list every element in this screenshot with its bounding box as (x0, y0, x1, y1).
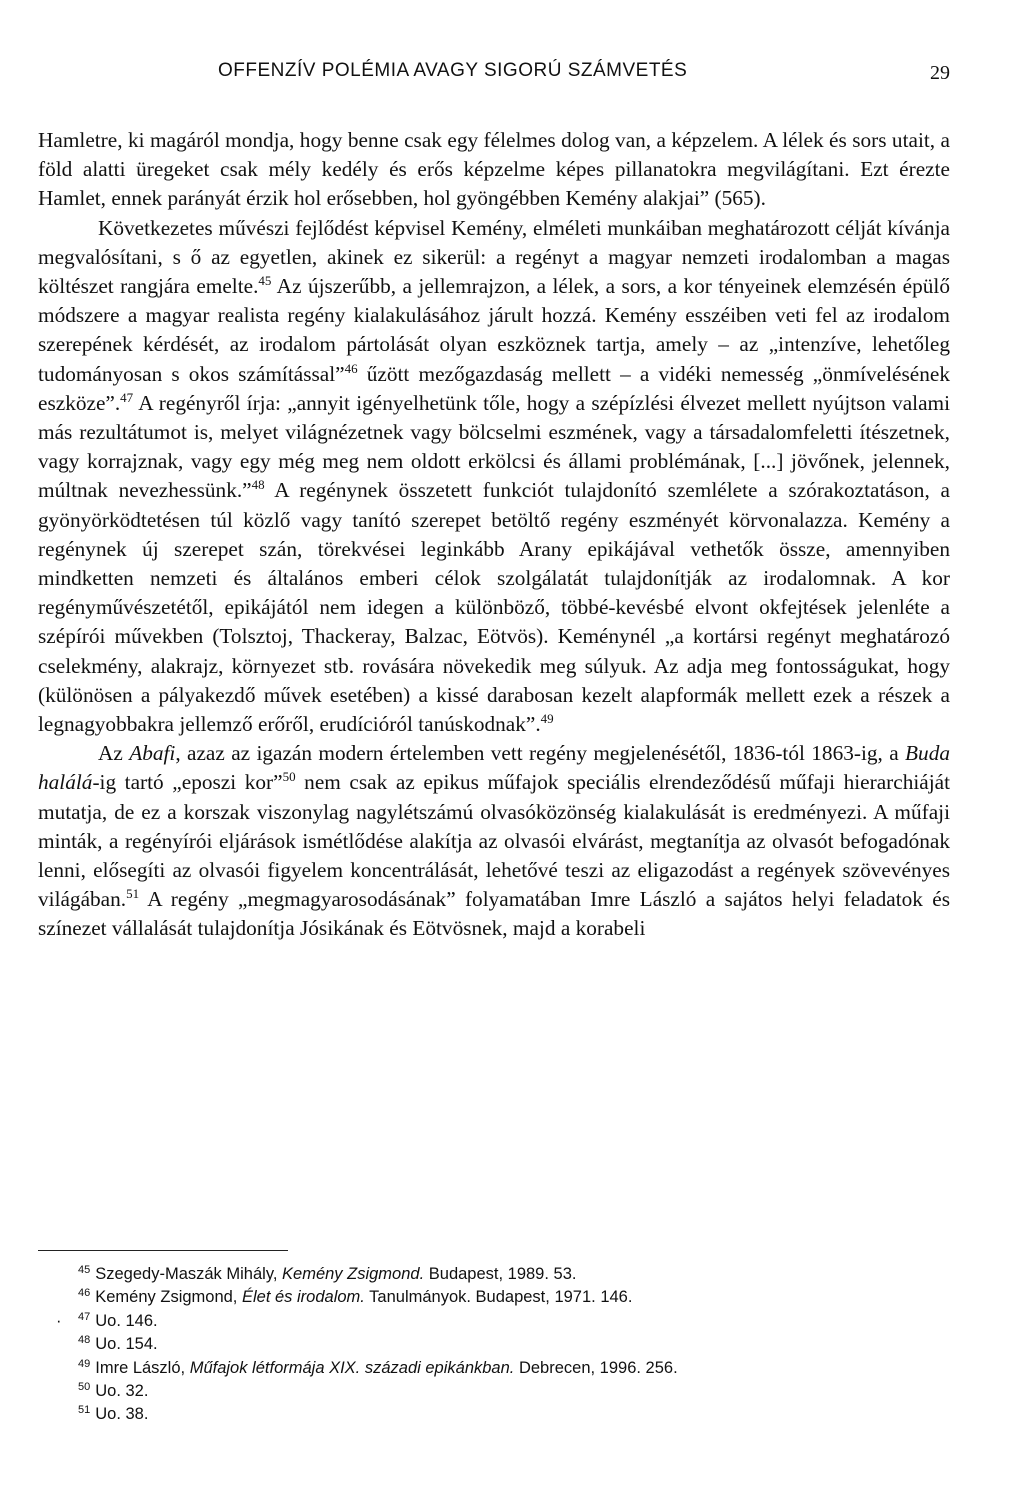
footnote-text: Imre László, (95, 1358, 190, 1377)
paragraph-1-text: Hamletre, ki magáról mondja, hogy benne csak egy félelmes dolog van, a képzelem. A lélek és sors utait, a föld alatti üregeket csak mély kedély és erős képzelme képes pillanatokra megvilágítani. Ezt érezte Hamlet, ennek parányát érzik hol erősebben, hol gyöngébben Kemény alakjai” (565). (38, 128, 950, 211)
footnote-text-end: Tanulmányok. Budapest, 1971. 146. (364, 1288, 633, 1307)
footnotes (56, 1263, 950, 1427)
page-number: 29 (930, 62, 950, 84)
footnote-45 (78, 1263, 950, 1286)
italic-title-buda-halala: Buda halálá (38, 741, 950, 795)
footnote-text: Szegedy-Maszák Mihály, (95, 1265, 283, 1283)
paragraph-2 (38, 214, 950, 740)
body-text (38, 126, 950, 944)
footnote-ref-46[interactable]: 46 (344, 360, 358, 376)
italic-title-abafi: Abafi (129, 741, 176, 766)
footnote-text: Uo. 154. (95, 1335, 158, 1354)
footnote-italic: Kemény Zsigmond. (282, 1265, 425, 1283)
footnote-text: Uo. 38. (95, 1405, 149, 1424)
paragraph-3-text-5: A regény „megmagyarosodásának” folyamatában Imre László a sajátos helyi feladatok és színezet vállalását tulajdonítja Jósikának és Eötvösnek, majd a korabeli (38, 887, 950, 941)
paragraph-2-text-3: űzött mezőgazdaság mellett – a vidéki nemesség „önmívelésének eszköze”. (38, 361, 950, 415)
footnote-46 (78, 1286, 950, 1309)
footnote-ref-49[interactable]: 49 (540, 711, 554, 727)
paragraph-3-text-2: , azaz az igazán modern értelemben vett regény megjelenésétől, 1836-tól 1863-ig, a (175, 741, 906, 766)
footnote-ref-47[interactable]: 47 (120, 389, 134, 405)
footnote-italic: Műfajok létformája XIX. századi epikánkban. (189, 1358, 515, 1377)
footnote-text-end: Budapest, 1989. 53. (424, 1265, 577, 1283)
footnote-ref-45[interactable]: 45 (258, 273, 272, 289)
footnote-text: Uo. 146. (95, 1311, 158, 1330)
footnote-text-end: Debrecen, 1996. 256. (514, 1358, 678, 1377)
footnote-number: 50 (78, 1381, 91, 1394)
paragraph-2-text-4: A regényről írja: „annyit igényelhetünk tőle, hogy a szépízlési élvezet mellett nyújtson valami más rezultátumot is, melyet világnézetnek vagy bölcselmi eszmének, vagy a társadalomfeletti ítészetnek, vagy korrajznak, vagy egy még meg nem oldott erkölcsi és állami problémának, [...] jövőnek, jelennek, múltnak nevezhessünk.” (38, 390, 950, 503)
running-title: OFFENZÍV POLÉMIA AVAGY SIGORÚ SZÁMVETÉS (218, 60, 688, 81)
footnote-text: Kemény Zsigmond, (95, 1288, 242, 1307)
footnote-text: Uo. 32. (95, 1382, 149, 1401)
footnote-ref-48[interactable]: 48 (251, 477, 265, 493)
footnote-ref-51[interactable]: 51 (126, 886, 140, 902)
footnote-italic: Élet és irodalom. (241, 1288, 365, 1307)
footnote-ref-50[interactable]: 50 (282, 769, 296, 785)
paragraph-3 (38, 739, 950, 943)
footnote-48 (78, 1333, 950, 1356)
running-header (218, 60, 950, 90)
footnote-number: 47 (78, 1310, 91, 1323)
footnote-number: 51 (78, 1404, 91, 1417)
paragraph-1 (38, 126, 950, 214)
footnote-separator (38, 1250, 288, 1251)
paragraph-2-text-5: A regénynek összetett funkciót tulajdonító szemlélete a szórakoztatáson, a gyönyörködtetésen túl közlő vagy tanító szerepet betöltő regény eszményét körvonalazza. Kemény a regénynek új szerepet szán, törekvései leginkább Arany epikájával vethetők össze, amennyiben mindketten nemzeti és általános emberi célok szolgálatát tulajdonítják az irodalomnak. A kor regényművészetétől, epikájától nem idegen a különböző, többé-kevésbé elvont okfejtések jelenléte a szépírói művekben (Tolsztoj, Thackeray, Balzac, Eötvös). Keménynél „a kortársi regényt meghatározó cselekmény, alakrajz, környezet stb. rovására növekedik meg súlyuk. Az adja meg fontosságukat, hogy (különösen a pályakezdő művek esetében) a kissé darabosan kezelt alapformák mellett ezek a részek a legnagyobbakra jellemző erőről, erudícióról tanúskodnak”. (38, 478, 950, 737)
paragraph-2-text-1: Következetes művészi fejlődést képvisel Kemény, elméleti munkáiban meghatározott célját kívánja megvalósítani, s ő az egyetlen, akinek ez sikerül: a regényt a magyar nemzeti irodalomban a magas költészet rangjára emelte. (38, 215, 950, 299)
footnote-number: 49 (78, 1357, 91, 1370)
paragraph-3-text-1: Az (98, 741, 130, 766)
footnote-50 (78, 1380, 950, 1403)
stray-mark: · (56, 1311, 62, 1330)
paragraph-3-text-3: -ig tartó „eposzi kor” (92, 770, 283, 795)
footnote-number: 48 (78, 1334, 91, 1347)
footnote-49 (78, 1357, 950, 1380)
footnote-number: 45 (78, 1264, 91, 1276)
paragraph-3-text-4: nem csak az epikus műfajok speciális elrendeződésű műfaji hierarchiáját mutatja, de ez a korszak viszonylag nagylétszámú olvasóközönség kialakulását is eredményezi. A műfaji minták, a regényírói eljárások ismétlődése alakítja az olvasói elvárást, megtanítja az olvasót befogadónak lenni, elősegíti az olvasói figyelem koncentrálását, lehetővé teszi az eligazodást a regények szövevényes világában. (38, 770, 951, 912)
footnote-number: 46 (78, 1287, 91, 1300)
paragraph-2-text-2: Az újszerűbb, a jellemrajzon, a lélek, a sors, a kor tényeinek elemzésén épülő módszere a magyar realista regény kialakulásához járult hozzá. Kemény esszéiben veti fel az irodalom szerepének kérdését, az irodalom pártolását olyan eszköznek tartja, amely – az „intenzíve, lehetőleg tudományosan s okos számítással” (38, 274, 950, 386)
footnote-51 (78, 1403, 950, 1426)
footnote-47 (56, 1310, 950, 1333)
